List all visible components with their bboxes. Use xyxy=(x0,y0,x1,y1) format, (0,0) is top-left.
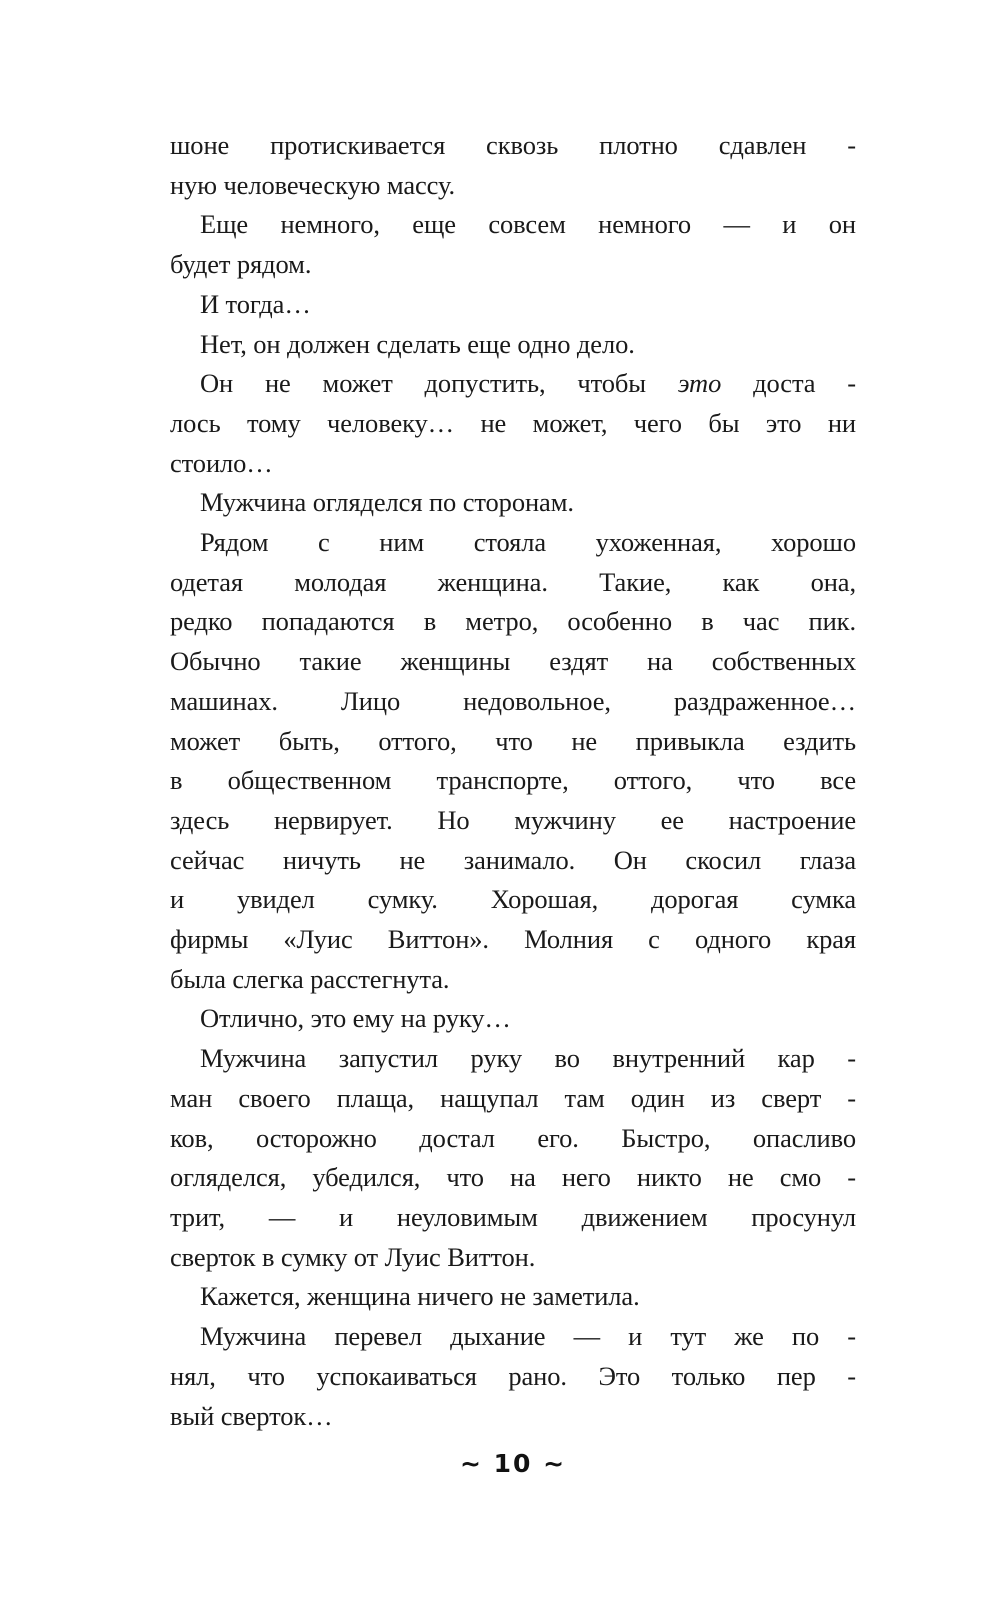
text-line: Мужчина перевел дыхание — и тут же по - xyxy=(200,1321,856,1352)
text-line: лось тому человеку… не может, чего бы это ни xyxy=(170,407,856,438)
text-line: Кажется, женщина ничего не заметила. xyxy=(200,1281,640,1312)
text-block xyxy=(170,126,856,1436)
text-line: вый сверток… xyxy=(170,1400,333,1431)
text-line: была слегка расстегнута. xyxy=(170,963,450,994)
text-line: Отлично, это ему на руку… xyxy=(200,1003,511,1034)
text-line: огляделся, убедился, что на него никто не смо - xyxy=(170,1162,856,1193)
text-line: редко попадаются в метро, особенно в час пик. xyxy=(170,606,856,637)
text-line: Он не может допустить, чтобы это доста - xyxy=(200,368,856,399)
text-line: здесь нервирует. Но мужчину ее настроение xyxy=(170,804,856,835)
text-line: Нет, он должен сделать еще одно дело. xyxy=(200,328,635,359)
text-line: И тогда… xyxy=(200,288,311,319)
text-line: ную человеческую массу. xyxy=(170,169,456,200)
text-line: и увидел сумку. Хорошая, дорогая сумка xyxy=(170,884,856,915)
text-line: нял, что успокаиваться рано. Это только пер - xyxy=(170,1360,856,1391)
text-line: сейчас ничуть не занимало. Он скосил глаза xyxy=(170,844,856,875)
text-line: может быть, оттого, что не привыкла ездить xyxy=(170,725,856,756)
text-line: машинах. Лицо недовольное, раздраженное… xyxy=(170,685,856,716)
text-line: Мужчина огляделся по сторонам. xyxy=(200,487,574,518)
text-line: шоне протискивается сквозь плотно сдавлен - xyxy=(170,130,856,160)
text-line: Мужчина запустил руку во внутренний кар - xyxy=(200,1043,856,1074)
page-number: ~ 10 ~ xyxy=(459,1449,567,1478)
text-line: в общественном транспорте, оттого, что все xyxy=(170,765,856,796)
text-line: ков, осторожно достал его. Быстро, опасливо xyxy=(170,1122,856,1153)
text-line: стоило… xyxy=(170,447,273,478)
text-line: одетая молодая женщина. Такие, как она, xyxy=(170,566,856,597)
text-line: ман своего плаща, нащупал там один из сверт - xyxy=(170,1082,856,1113)
text-line: Еще немного, еще совсем немного — и он xyxy=(200,209,856,240)
text-line: сверток в сумку от Луис Виттон. xyxy=(170,1241,536,1272)
text-line: фирмы «Луис Виттон». Молния с одного края xyxy=(170,924,856,955)
text-line: будет рядом. xyxy=(170,249,312,280)
text-line: Обычно такие женщины ездят на собственных xyxy=(170,646,856,677)
text-line: Рядом с ним стояла ухоженная, хорошо xyxy=(200,527,856,558)
text-line: трит, — и неуловимым движением просунул xyxy=(170,1201,856,1232)
